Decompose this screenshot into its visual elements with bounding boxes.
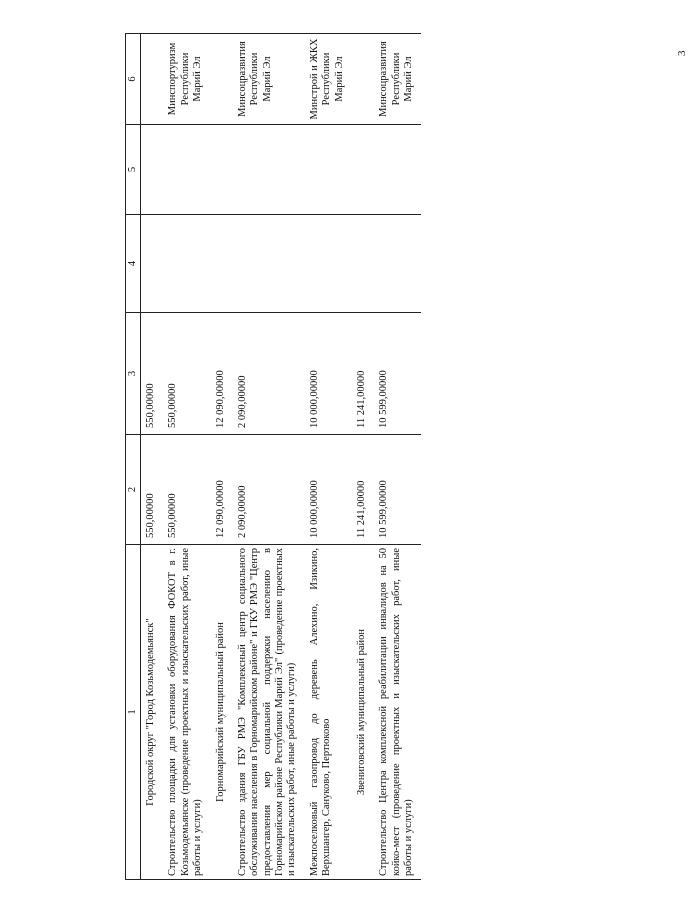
row-value-col2: 550,00000 [163,435,210,545]
row-name: Межпоселковый газопровод до деревень Алехино, Изикино, Верхшангер, Сануково, Пертюково [305,545,352,880]
header-col-5: 5 [126,125,141,215]
row-value-col5 [141,125,164,215]
row-name: Городской округ "Город Козьмодемьянск" [141,545,164,880]
page-number: 3 [676,50,688,56]
row-value-col3: 10 000,00000 [305,313,352,435]
table-row [211,34,233,880]
row-agency [141,34,164,125]
header-col-2: 2 [126,435,141,545]
header-col-1: 1 [126,545,141,880]
row-value-col4 [374,215,421,313]
row-name: Строительство площадки для установки оборудования ФОКОТ в г. Козьмодемьянске (проведение проектных и изыскательских работ, иные работы и услуги) [163,545,210,880]
row-value-col4 [233,215,305,313]
rotated-table-container [125,34,530,880]
row-value-col2: 10 599,00000 [374,435,421,545]
row-value-col5 [233,125,305,215]
row-name: Строительство Центра комплексной реабилитации инвалидов на 50 койко-мест (проведение проектных и изыскательских работ, иные работы и услуги) [374,545,421,880]
row-agency: Минстрой и ЖКХ Республики Марий Эл [305,34,352,125]
budget-table [125,33,421,880]
table-row [352,34,374,880]
row-value-col4 [305,215,352,313]
row-value-col5 [352,125,374,215]
row-name: Строительство здания ГБУ РМЭ "Комплексный центр социального обслуживания населения в Горномарийском районе" и ГКУ РМЭ "Центр предоставления мер социальной поддержки населению в Горномарийском районе Республики Марий Эл" (проведение проектных и изыскательских работ, иные работы и услуги) [233,545,305,880]
row-value-col2: 12 090,00000 [211,435,233,545]
row-value-col4 [211,215,233,313]
row-value-col4 [352,215,374,313]
row-agency [352,34,374,125]
table-row [233,34,305,880]
table-row [305,34,352,880]
row-value-col3: 550,00000 [163,313,210,435]
table-row [141,34,164,880]
row-value-col3: 550,00000 [141,313,164,435]
row-agency: Минспортуризм Республики Марий Эл [163,34,210,125]
row-agency: Минсоцразвития Республики Марий Эл [233,34,305,125]
row-agency: Минсоцразвития Республики Марий Эл [374,34,421,125]
row-name: Звениговский муниципальный район [352,545,374,880]
row-name: Горномарийский муниципальный район [211,545,233,880]
row-value-col5 [305,125,352,215]
table-row [163,34,210,880]
header-col-6: 6 [126,34,141,125]
row-value-col2: 11 241,00000 [352,435,374,545]
row-value-col2: 2 090,00000 [233,435,305,545]
row-value-col3: 12 090,00000 [211,313,233,435]
row-value-col4 [163,215,210,313]
table-header-row [126,34,141,880]
row-value-col3: 2 090,00000 [233,313,305,435]
row-agency [211,34,233,125]
header-col-4: 4 [126,215,141,313]
row-value-col3: 11 241,00000 [352,313,374,435]
table-row [374,34,421,880]
row-value-col3: 10 599,00000 [374,313,421,435]
row-value-col5 [163,125,210,215]
row-value-col4 [141,215,164,313]
row-value-col2: 10 000,00000 [305,435,352,545]
row-value-col2: 550,00000 [141,435,164,545]
row-value-col5 [374,125,421,215]
row-value-col5 [211,125,233,215]
header-col-3: 3 [126,313,141,435]
